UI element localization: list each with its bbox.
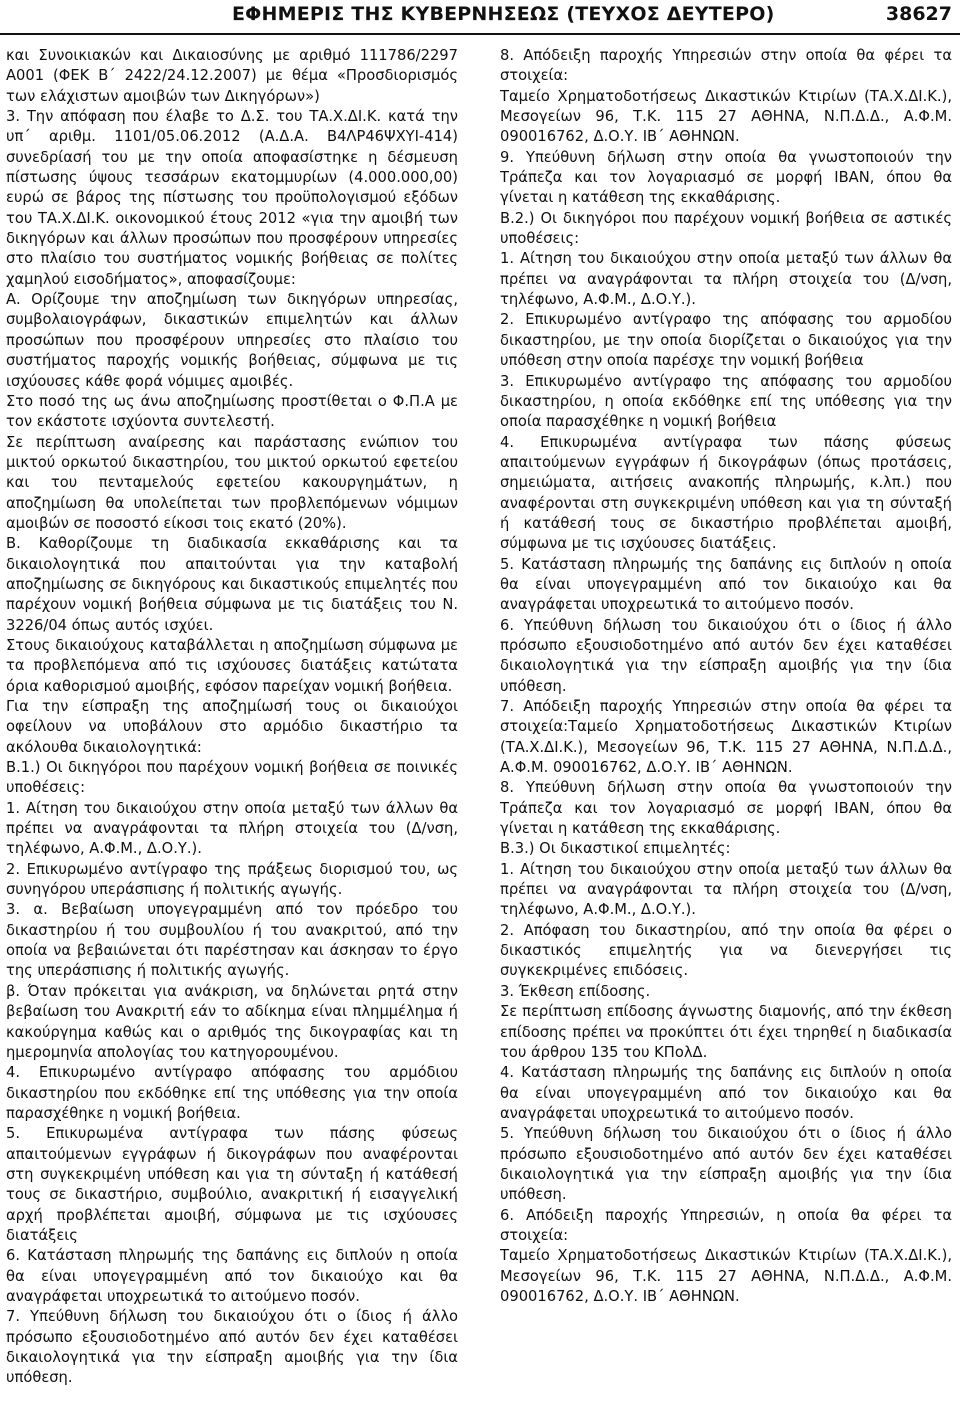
paragraph: 3. Επικυρωμένο αντίγραφο της απόφασης του αρμοδίου δικαστηρίου, η οποία εκδόθηκε επί της υπόθεσης για την οποία παρασχέθηκε η νομική βοήθεια — [500, 372, 952, 431]
paragraph: Β.1.) Οι δικηγόροι που παρέχουν νομική βοήθεια σε ποινικές υποθέσεις: — [6, 759, 458, 797]
paragraph: 5. Επικυρωμένα αντίγραφα των πάσης φύσεως απαιτούμενων εγγράφων ή δικογράφων που αναφέρονται στη συγκεκριμένη υπόθεση και για τη σύνταξη ή κατάθεσή τους σε δικαστήριο, συμβούλιο, ανακριτική ή εισαγγελική αρχή προβλέπεται αμοιβή, σύμφωνα με τις ισχύουσες διατάξεις — [6, 1125, 458, 1244]
paragraph: 3. Έκθεση επίδοσης. — [500, 982, 651, 1000]
paragraph: 4. Επικυρωμένα αντίγραφα των πάσης φύσεως απαιτούμενων εγγράφων ή δικογράφων (όπως προτάσεις, σημειώματα, αιτήσεις ανακοπής πληρωμής, κ.λπ.) που αναφέρονται στη συγκεκριμένη υπόθεση και για τη σύνταξή ή κατάθεσή τους σε δικαστήριο προβλέπεται αμοιβή, σύμφωνα με τις ισχύουσες διατάξεις. — [500, 433, 952, 553]
paragraph: Α. Ορίζουμε την αποζημίωση των δικηγόρων υπηρεσίας, συμβολαιογράφων, δικαστικών επιμελητών και άλλων προσώπων που προσφέρουν υπηρεσίες στο πλαίσιο του συστήματος παροχής νομικής βοήθειας, σύμφωνα με τις ισχύουσες κάθε φορά νόμιμες αμοιβές. — [6, 291, 458, 390]
paragraph: 3. α. Βεβαίωση υπογεγραμμένη από τον πρόεδρο του δικαστηρίου ή του συμβουλίου ή του ανακριτού, από την οποία να βεβαιώνεται ότι παρέστησαν και άσκησαν το έργο της υπεράσπισης ή πολιτικής αγωγής. — [6, 901, 458, 980]
paragraph: 1. Αίτηση του δικαιούχου στην οποία μεταξύ των άλλων θα πρέπει να αναγράφονται τα πλήρη στοιχεία του (Δ/νση, τηλέφωνο, Α.Φ.Μ., Δ.Ο.Υ.). — [500, 250, 952, 309]
paragraph: Για την είσπραξη της αποζημίωσή τους οι δικαιούχοι οφείλουν να υποβάλουν στο αρμόδιο δικαστήριο τα ακόλουθα δικαιολογητικά: — [6, 698, 458, 756]
paragraph: Ταμείο Χρηματοδοτήσεως Δικαστικών Κτιρίων (ΤΑ.Χ.ΔΙ.Κ.), Μεσογείων 96, Τ.Κ. 115 27 ΑΘΗΝΑ, Ν.Π.Δ.Δ., Α.Φ.Μ. 090016762, Δ.Ο.Υ. ΙΒ΄ ΑΘΗΝΩΝ. — [500, 87, 952, 146]
paragraph: 2. Επικυρωμένο αντίγραφο της πράξεως διορισμού του, ως συνηγόρου υπεράσπισης ή πολιτικής αγωγής. — [6, 860, 458, 899]
paragraph: 1. Αίτηση του δικαιούχου στην οποία μεταξύ των άλλων θα πρέπει να αναγράφονται τα πλήρη στοιχεία του (Δ/νση, τηλέφωνο, Α.Φ.Μ., Δ.Ο.Υ.). — [6, 799, 458, 858]
paragraph: 1. Αίτηση του δικαιούχου στην οποία μεταξύ των άλλων θα πρέπει να αναγράφονται τα πλήρη στοιχεία του (Δ/νση, τηλέφωνο, Α.Φ.Μ., Δ.Ο.Υ.). — [500, 860, 952, 919]
paragraph: 4. Κατάσταση πληρωμής της δαπάνης εις διπλούν η οποία θα είναι υπογεγραμμένη από τον δικαιούχο και θα αναγράφεται υποχρεωτικά το αιτούμενο ποσόν. — [500, 1064, 952, 1122]
paragraph: 6. Υπεύθυνη δήλωση του δικαιούχου ότι ο ίδιος ή άλλο πρόσωπο εξουσιοδοτημένο από αυτόν δεν έχει καταθέσει δικαιολογητικά για την είσπραξη αμοιβής για την ίδια υπόθεση. — [500, 616, 952, 695]
paragraph: Β.2.) Οι δικηγόροι που παρέχουν νομική βοήθεια σε αστικές υποθέσεις: — [500, 209, 952, 248]
right-column — [500, 46, 952, 1307]
paragraph: 5. Υπεύθυνη δήλωση του δικαιούχου ότι ο ίδιος ή άλλο πρόσωπο εξουσιοδοτημένο από αυτόν δεν έχει καταθέσει δικαιολογητικά για την είσπραξη αμοιβής για την ίδια υπόθεση. — [500, 1125, 952, 1204]
paragraph: Ταμείο Χρηματοδοτήσεως Δικαστικών Κτιρίων (ΤΑ.Χ.ΔΙ.Κ.), Μεσογείων 96, Τ.Κ. 115 27 ΑΘΗΝΑ, Ν.Π.Δ.Δ., Α.Φ.Μ. 090016762, Δ.Ο.Υ. ΙΒ΄ ΑΘΗΝΩΝ. — [500, 1247, 952, 1305]
paragraph: 7. Υπεύθυνη δήλωση του δικαιούχου ότι ο ίδιος ή άλλο πρόσωπο εξουσιοδοτημένο από αυτόν δεν έχει καταθέσει δικαιολογητικά για την είσπραξη αμοιβής για την ίδια υπόθεση. — [6, 1308, 458, 1387]
paragraph: 4. Επικυρωμένο αντίγραφο απόφασης του αρμόδιου δικαστηρίου που εκδόθηκε επί της υπόθεσης για την οποία παρασχέθηκε η νομική βοήθεια. — [6, 1064, 458, 1122]
paragraph: Στους δικαιούχους καταβάλλεται η αποζημίωση σύμφωνα με τα προβλεπόμενα από τις ισχύουσες διατάξεις κατώτατα όρια καθορισμού αμοιβής, εφόσον παρείχαν νομική βοήθεια. — [6, 636, 458, 695]
paragraph: Σε περίπτωση αναίρεσης και παράστασης ενώπιον του μικτού ορκωτού δικαστηρίου, του μικτού ορκωτού εφετείου και του πενταμελούς εφετείου κακουργημάτων, η αποζημίωση θα υπολείπεται των προβλεπόμενων νόμιμων αμοιβών σε ποσοστό είκοσι τοις εκατό (20%). — [6, 433, 458, 532]
paragraph: Β. Καθορίζουμε τη διαδικασία εκκαθάρισης και τα δικαιολογητικά που απαιτούνται για την καταβολή αποζημίωσης σε δικηγόρους και δικαστικούς επιμελητές που παρέχουν νομική βοήθεια σύμφωνα με τις διατάξεις του Ν. 3226/04 όπως αυτός ισχύει. — [6, 535, 458, 634]
gazette-title: ΕΦΗΜΕΡΙΣ ΤΗΣ ΚΥΒΕΡΝΗΣΕΩΣ (ΤΕΥΧΟΣ ΔΕΥΤΕΡΟ) — [232, 3, 775, 25]
paragraph: 3. Την απόφαση που έλαβε το Δ.Σ. του ΤΑ.Χ.ΔΙ.Κ. κατά την υπ΄ αριθμ. 1101/05.06.2012 (Α.Δ.Α. Β4ΛΡ46ΨΧΥΙ-414) συνεδρίασή του με την οποία αποφασίστηκε η δέσμευση πίστωσης ύψους τεσσάρων εκατομμυρίων (4.000.000,00) ευρώ σε βάρος της πίστωσης του προϋπολογισμού εξόδων του ΤΑ.Χ.ΔΙ.Κ. οικονομικού έτους 2012 «για την αμοιβή των δικηγόρων και άλλων προσώπων που προσφέρουν υπηρεσίες στο πλαίσιο του συστήματος νομικής βοήθειας σε πολίτες χαμηλού εισοδήματος», αποφασίζουμε: — [6, 108, 458, 288]
paragraph: β. Όταν πρόκειται για ανάκριση, να δηλώνεται ρητά στην βεβαίωση του Ανακριτή εάν το αδίκημα είναι πλημμέλημα ή κακούργημα καθώς και ο αριθμός της δικογραφίας και τη ημερομηνία απολογίας του κατηγορουμένου. — [6, 982, 458, 1061]
paragraph: 2. Απόφαση του δικαστηρίου, από την οποία θα φέρει ο δικαστικός επιμελητής για να διενεργήσει τις συγκεκριμένες επιδόσεις. — [500, 921, 952, 980]
paragraph: Στο ποσό της ως άνω αποζημίωσης προστίθεται ο Φ.Π.Α με τον εκάστοτε ισχύοντα συντελεστή. — [6, 392, 458, 431]
paragraph: 7. Απόδειξη παροχής Υπηρεσιών στην οποία θα φέρει τα στοιχεία:Ταμείο Χρηματοδοτήσεως Δικαστικών Κτιρίων (ΤΑ.Χ.ΔΙ.Κ.), Μεσογείων 96, Τ.Κ. 115 27 ΑΘΗΝΑ, Ν.Π.Δ.Δ., Α.Φ.Μ. 090016762, Δ.Ο.Υ. ΙΒ΄ ΑΘΗΝΩΝ. — [500, 698, 952, 777]
paragraph: 6. Απόδειξη παροχής Υπηρεσιών, η οποία θα φέρει τα στοιχεία: — [500, 1206, 952, 1244]
paragraph: 6. Κατάσταση πληρωμής της δαπάνης εις διπλούν η οποία θα είναι υπογεγραμμένη από τον δικαιούχο και θα αναγράφεται υποχρεωτικά το αιτούμενο ποσόν. — [6, 1247, 458, 1305]
paragraph: και Συνοικιακών και Δικαιοσύνης με αριθμό 111786/2297 Α001 (ΦΕΚ Β΄ 2422/24.12.2007) με θέμα «Προσδιορισμός των ελάχιστων αμοιβών των Δικηγόρων») — [6, 47, 458, 105]
paragraph: 5. Κατάσταση πληρωμής της δαπάνης εις διπλούν η οποία θα είναι υπογεγραμμένη από τον δικαιούχο και θα αναγράφεται υποχρεωτικά το αιτούμενο ποσόν. — [500, 555, 952, 614]
paragraph: Β.3.) Οι δικαστικοί επιμελητές: — [500, 840, 731, 858]
paragraph: 9. Υπεύθυνη δήλωση στην οποία θα γνωστοποιούν την Τράπεζα και τον λογαριασμό σε μορφή ΙΒΑΝ, όπου θα γίνεται η κατάθεση της εκκαθάρισης. — [500, 148, 952, 207]
left-column — [6, 46, 458, 1389]
page-number: 38627 — [885, 3, 952, 25]
paragraph: 2. Επικυρωμένο αντίγραφο της απόφασης του αρμοδίου δικαστηρίου, με την οποία διορίζεται ο δικαιούχος για την υπόθεση στην οποία παρέσχε την νομική βοήθεια — [500, 311, 952, 370]
header-rule — [0, 33, 960, 35]
page-header — [0, 0, 960, 34]
paragraph: 8. Υπεύθυνη δήλωση στην οποία θα γνωστοποιούν την Τράπεζα και τον λογαριασμό σε μορφή ΙΒΑΝ, όπου θα γίνεται η κατάθεση της εκκαθάρισης. — [500, 779, 952, 838]
paragraph: Σε περίπτωση επίδοσης άγνωστης διαμονής, από την έκθεση επίδοσης πρέπει να προκύπτει ότι έχει τηρηθεί η διαδικασία του άρθρου 135 του ΚΠολΔ. — [500, 1003, 952, 1061]
paragraph: 8. Απόδειξη παροχής Υπηρεσιών στην οποία θα φέρει τα στοιχεία: — [500, 47, 952, 85]
